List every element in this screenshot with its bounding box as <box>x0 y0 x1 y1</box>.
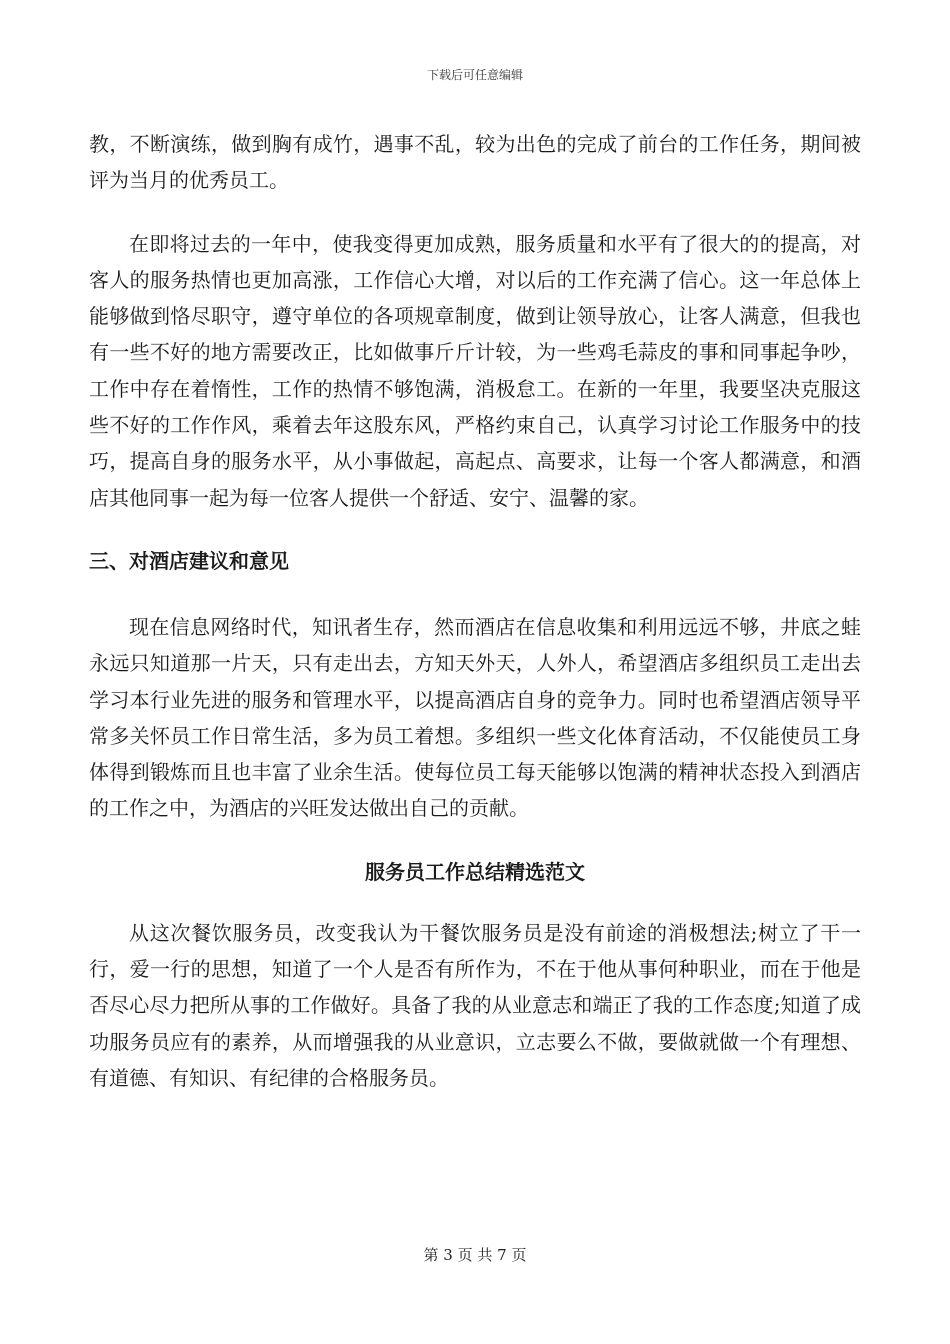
section-heading-suggestions: 三、对酒店建议和意见 <box>89 548 289 573</box>
page-number: 第 3 页 共 7 页 <box>423 1246 527 1264</box>
paragraph-year-review: 在即将过去的一年中，使我变得更加成熟，服务质量和水平有了很大的的提高，对客人的服务热情也更加高涨，工作信心大增，对以后的工作充满了信心。这一年总体上能够做到恪尽职守，遵守单位的各项规章制度，做到让领导放心，让客人满意，但我也有一些不好的地方需要改正，比如做事斤斤计较，为一些鸡毛蒜皮的事和同事起争吵，工作中存在着惰性，工作的热情不够饱满，消极怠工。在新的一年里，我要坚决克服这些不好的工作作风，乘着去年这股东风，严格约束自己，认真学习讨论工作服务中的技巧，提高自身的服务水平，从小事做起，高起点、高要求，让每一个客人都满意，和酒店其他同事一起为每一位客人提供一个舒适、安宁、温馨的家。 <box>89 231 861 510</box>
paragraph-suggestions: 现在信息网络时代，知讯者生存，然而酒店在信息收集和利用远远不够，井底之蛙永远只知道那一片天，只有走出去，方知天外天，人外人，希望酒店多组织员工走出去学习本行业先进的服务和管理水平，以提高酒店自身的竞争力。同时也希望酒店领导平常多关怀员工作日常生活，多为员工着想。多组织一些文化体育活动，不仅能使员工身体得到锻炼而且也丰富了业余生活。使每位员工每天能够以饱满的精神状态投入到酒店的工作之中，为酒店的兴旺发达做出自己的贡献。 <box>89 614 861 821</box>
page-header: 下载后可任意编辑 <box>426 68 523 82</box>
paragraph-continued: 教，不断演练，做到胸有成竹，遇事不乱，较为出色的完成了前台的工作任务，期间被评为当月的优秀员工。 <box>89 132 861 193</box>
document-body <box>89 126 861 1123</box>
article-title: 服务员工作总结精选范文 <box>365 859 585 884</box>
paragraph-waiter-summary: 从这次餐饮服务员，改变我认为干餐饮服务员是没有前途的消极想法;树立了干一行，爱一行的思想，知道了一个人是否有所作为，不在于他从事何种职业，而在于他是否尽心尽力把所从事的工作做好。具备了我的从业意志和端正了我的工作态度;知道了成功服务员应有的素养，从而增强我的从业意识，立志要么不做，要做就做一个有理想、有道德、有知识、有纪律的合格服务员。 <box>89 920 861 1090</box>
